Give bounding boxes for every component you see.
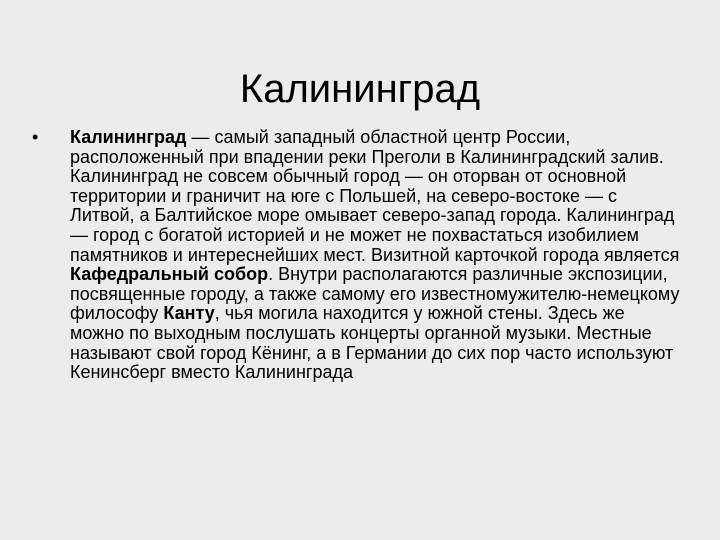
bullet-item xyxy=(30,128,680,383)
bullet-list xyxy=(30,128,680,383)
slide-title: Калининград xyxy=(239,66,481,111)
text-segment-bold: Канту xyxy=(163,303,215,324)
bullet-dot-icon: • xyxy=(32,127,39,147)
text-segment: . Внутри располагаются различные экспозиции, посвященные городу, а также самому его известномужителю-немецкому философу xyxy=(70,264,680,324)
text-segment: — самый западный областной центр России, расположенный при впадении реки Преголи в Калининградский залив. Калининград не совсем обычный город — он оторван от основной территории и граничит на юге с Польшей, на северо-востоке — с Литвой, а Балтийское море омывает северо-запад города. Калининград — город с богатой историей и не может не похвастаться изобилием памятников и интереснейших мест. Визитной карточкой города является xyxy=(70,127,680,265)
text-segment-bold: Кафедральный собор xyxy=(70,264,269,285)
text-segment-bold: Калининград xyxy=(70,127,187,147)
text-segment: , чья могила находится у южной стены. Здесь же можно по выходным послушать концерты органной музыки. Местные называют свой город Кёнинг, а в Германии до сих пор часто используют Кенинсберг вместо Калининграда xyxy=(70,303,674,383)
paragraph-text xyxy=(70,127,680,382)
